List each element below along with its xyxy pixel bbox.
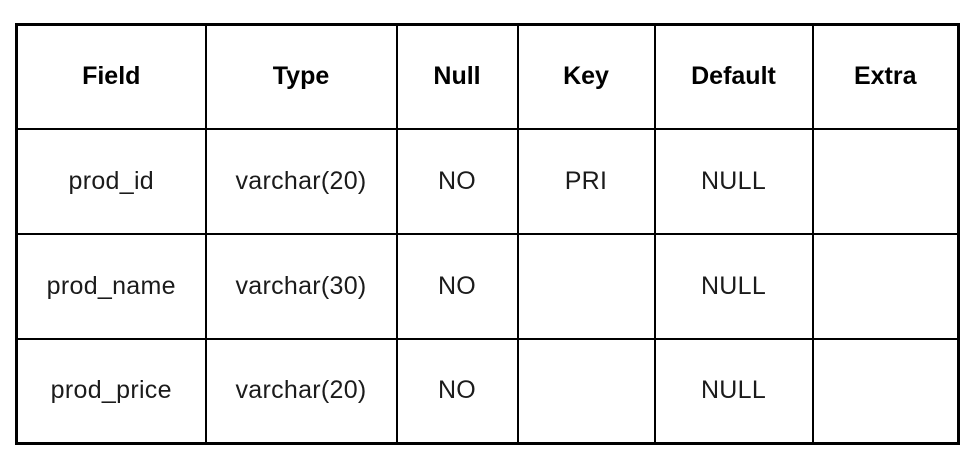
header-row — [17, 25, 959, 129]
column-header-field: Field — [17, 25, 206, 129]
table-cell — [518, 234, 655, 339]
table-cell — [518, 339, 655, 444]
table-cell — [813, 234, 959, 339]
table-cell: prod_price — [17, 339, 206, 444]
column-header-default: Default — [655, 25, 813, 129]
column-header-key: Key — [518, 25, 655, 129]
table-cell: varchar(30) — [206, 234, 397, 339]
table-cell: varchar(20) — [206, 339, 397, 444]
column-header-extra: Extra — [813, 25, 959, 129]
table-cell: NO — [397, 234, 518, 339]
table-row — [17, 129, 959, 234]
column-header-null: Null — [397, 25, 518, 129]
table-row — [17, 339, 959, 444]
table-cell: NULL — [655, 234, 813, 339]
column-header-type: Type — [206, 25, 397, 129]
table-cell: prod_id — [17, 129, 206, 234]
table-cell — [813, 339, 959, 444]
table-cell: PRI — [518, 129, 655, 234]
schema-table — [15, 23, 960, 445]
table-cell: varchar(20) — [206, 129, 397, 234]
table-cell: NULL — [655, 339, 813, 444]
table-row — [17, 234, 959, 339]
table-cell: NO — [397, 129, 518, 234]
table-cell: NULL — [655, 129, 813, 234]
table-cell: NO — [397, 339, 518, 444]
table-cell — [813, 129, 959, 234]
table-cell: prod_name — [17, 234, 206, 339]
